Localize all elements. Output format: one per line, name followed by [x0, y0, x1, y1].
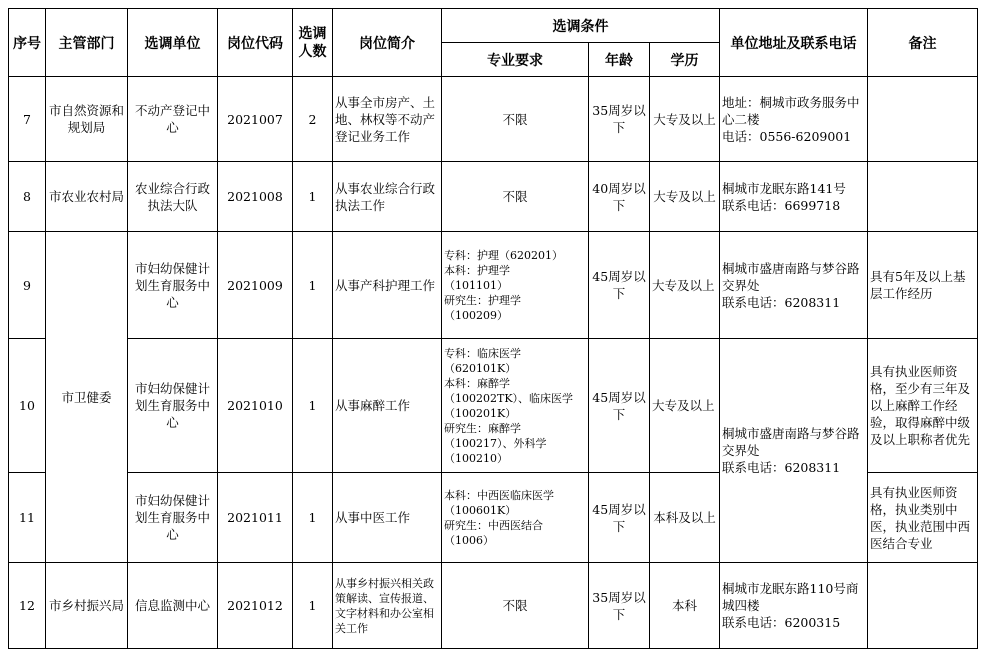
cell-count: 1 — [293, 162, 333, 232]
cell-age: 35周岁以下 — [589, 77, 650, 162]
cell-code: 2021011 — [218, 473, 293, 563]
cell-seq: 12 — [9, 563, 46, 649]
table-row — [9, 339, 978, 473]
table-row — [9, 232, 978, 339]
header-dept: 主管部门 — [46, 9, 128, 77]
cell-address — [720, 232, 868, 339]
cell-count: 1 — [293, 563, 333, 649]
cell-address — [720, 162, 868, 232]
major-line: （101101） — [444, 278, 508, 292]
table-row — [9, 77, 978, 162]
cell-unit: 市妇幼保健计划生育服务中心 — [128, 473, 218, 563]
major-line: 研究生：护理学 — [444, 293, 521, 307]
header-code: 岗位代码 — [218, 9, 293, 77]
major-line: 研究生：麻醉学 — [444, 421, 521, 435]
cell-seq: 9 — [9, 232, 46, 339]
major-line: 本科：麻醉学 — [444, 376, 510, 390]
cell-dept: 市乡村振兴局 — [46, 563, 128, 649]
address-line: 桐城市盛唐南路与梦谷路交界处 — [722, 260, 860, 293]
cell-seq: 7 — [9, 77, 46, 162]
header-intro: 岗位简介 — [333, 9, 442, 77]
cell-unit: 市妇幼保健计划生育服务中心 — [128, 339, 218, 473]
major-line: （100209） — [444, 308, 508, 322]
cell-address — [720, 339, 868, 563]
cell-dept: 市农业农村局 — [46, 162, 128, 232]
header-count: 选调人数 — [293, 9, 333, 77]
cell-count: 1 — [293, 232, 333, 339]
table-row — [9, 563, 978, 649]
cell-intro: 从事麻醉工作 — [333, 339, 442, 473]
cell-remark: 具有5年及以上基层工作经历 — [868, 232, 978, 339]
header-age: 年龄 — [589, 43, 650, 77]
cell-major — [442, 77, 589, 162]
cell-edu: 本科及以上 — [650, 473, 720, 563]
cell-age: 35周岁以下 — [589, 563, 650, 649]
major-line: （620101K） — [444, 361, 517, 375]
cell-major — [442, 339, 589, 473]
cell-dept: 市自然资源和规划局 — [46, 77, 128, 162]
major-line: 专科：临床医学 — [444, 346, 521, 360]
cell-remark — [868, 162, 978, 232]
cell-address — [720, 77, 868, 162]
header-remark: 备注 — [868, 9, 978, 77]
cell-code: 2021012 — [218, 563, 293, 649]
major-line: （100210） — [444, 451, 508, 465]
major-line: （100601K） — [444, 503, 517, 517]
cell-code: 2021007 — [218, 77, 293, 162]
cell-intro: 从事产科护理工作 — [333, 232, 442, 339]
address-phone: 联系电话：6208311 — [722, 460, 841, 475]
address-phone: 联系电话：6699718 — [722, 197, 841, 213]
major-line: （100201K） — [444, 406, 517, 420]
cell-edu: 大专及以上 — [650, 339, 720, 473]
address-phone: 联系电话：6200315 — [722, 615, 841, 630]
cell-count: 2 — [293, 77, 333, 162]
major-line: （1006） — [444, 533, 494, 547]
cell-major — [442, 473, 589, 563]
cell-major — [442, 162, 589, 232]
address-line: 桐城市盛唐南路与梦谷路交界处 — [722, 426, 860, 458]
cell-unit: 市妇幼保健计划生育服务中心 — [128, 232, 218, 339]
cell-age: 45周岁以下 — [589, 473, 650, 563]
cell-seq: 8 — [9, 162, 46, 232]
recruitment-table — [8, 8, 978, 649]
cell-remark — [868, 563, 978, 649]
cell-intro: 从事乡村振兴相关政策解读、宣传报道、文字材料和办公室相关工作 — [333, 563, 442, 649]
cell-code: 2021008 — [218, 162, 293, 232]
cell-age: 45周岁以下 — [589, 232, 650, 339]
cell-edu: 大专及以上 — [650, 162, 720, 232]
major-line: 专科：护理（620201） — [444, 248, 563, 262]
cell-count: 1 — [293, 339, 333, 473]
major-line: 不限 — [502, 598, 528, 613]
address-phone: 联系电话：6208311 — [722, 294, 841, 310]
cell-intro: 从事全市房产、土地、林权等不动产登记业务工作 — [333, 77, 442, 162]
cell-dept: 市卫健委 — [46, 232, 128, 563]
cell-major — [442, 563, 589, 649]
cell-edu: 大专及以上 — [650, 232, 720, 339]
cell-age: 40周岁以下 — [589, 162, 650, 232]
major-line: 不限 — [502, 111, 528, 127]
cell-unit: 信息监测中心 — [128, 563, 218, 649]
cell-edu: 大专及以上 — [650, 77, 720, 162]
cell-intro: 从事农业综合行政执法工作 — [333, 162, 442, 232]
header-edu: 学历 — [650, 43, 720, 77]
cell-address — [720, 563, 868, 649]
major-line: 不限 — [502, 189, 528, 204]
cell-unit: 农业综合行政执法大队 — [128, 162, 218, 232]
address-line: 桐城市龙眠东路110号商城四楼 — [722, 581, 859, 613]
cell-edu: 本科 — [650, 563, 720, 649]
cell-remark — [868, 77, 978, 162]
major-line: （100217）、外科学 — [444, 436, 547, 450]
table-row — [9, 162, 978, 232]
address-phone: 电话：0556-6209001 — [722, 128, 852, 144]
major-line: 本科：护理学 — [444, 263, 510, 277]
header-major: 专业要求 — [442, 43, 589, 77]
header-address: 单位地址及联系电话 — [720, 9, 868, 77]
cell-count: 1 — [293, 473, 333, 563]
header-conditions: 选调条件 — [442, 9, 720, 43]
cell-code: 2021010 — [218, 339, 293, 473]
cell-remark: 具有执业医师资格，至少有三年及以上麻醉工作经验，取得麻醉中级及以上职称者优先 — [868, 339, 978, 473]
cell-remark: 具有执业医师资格，执业类别中医，执业范围中西医结合专业 — [868, 473, 978, 563]
cell-age: 45周岁以下 — [589, 339, 650, 473]
cell-code: 2021009 — [218, 232, 293, 339]
address-line: 桐城市龙眠东路141号 — [722, 180, 846, 196]
major-line: 研究生：中西医结合 — [444, 518, 543, 532]
cell-seq: 10 — [9, 339, 46, 473]
major-line: （100202TK）、临床医学 — [444, 391, 574, 405]
cell-unit: 不动产登记中心 — [128, 77, 218, 162]
cell-seq: 11 — [9, 473, 46, 563]
address-line: 地址：桐城市政务服务中心二楼 — [722, 94, 860, 127]
header-seq: 序号 — [9, 9, 46, 77]
header-unit: 选调单位 — [128, 9, 218, 77]
cell-intro: 从事中医工作 — [333, 473, 442, 563]
major-line: 本科：中西医临床医学 — [444, 488, 554, 502]
cell-major — [442, 232, 589, 339]
